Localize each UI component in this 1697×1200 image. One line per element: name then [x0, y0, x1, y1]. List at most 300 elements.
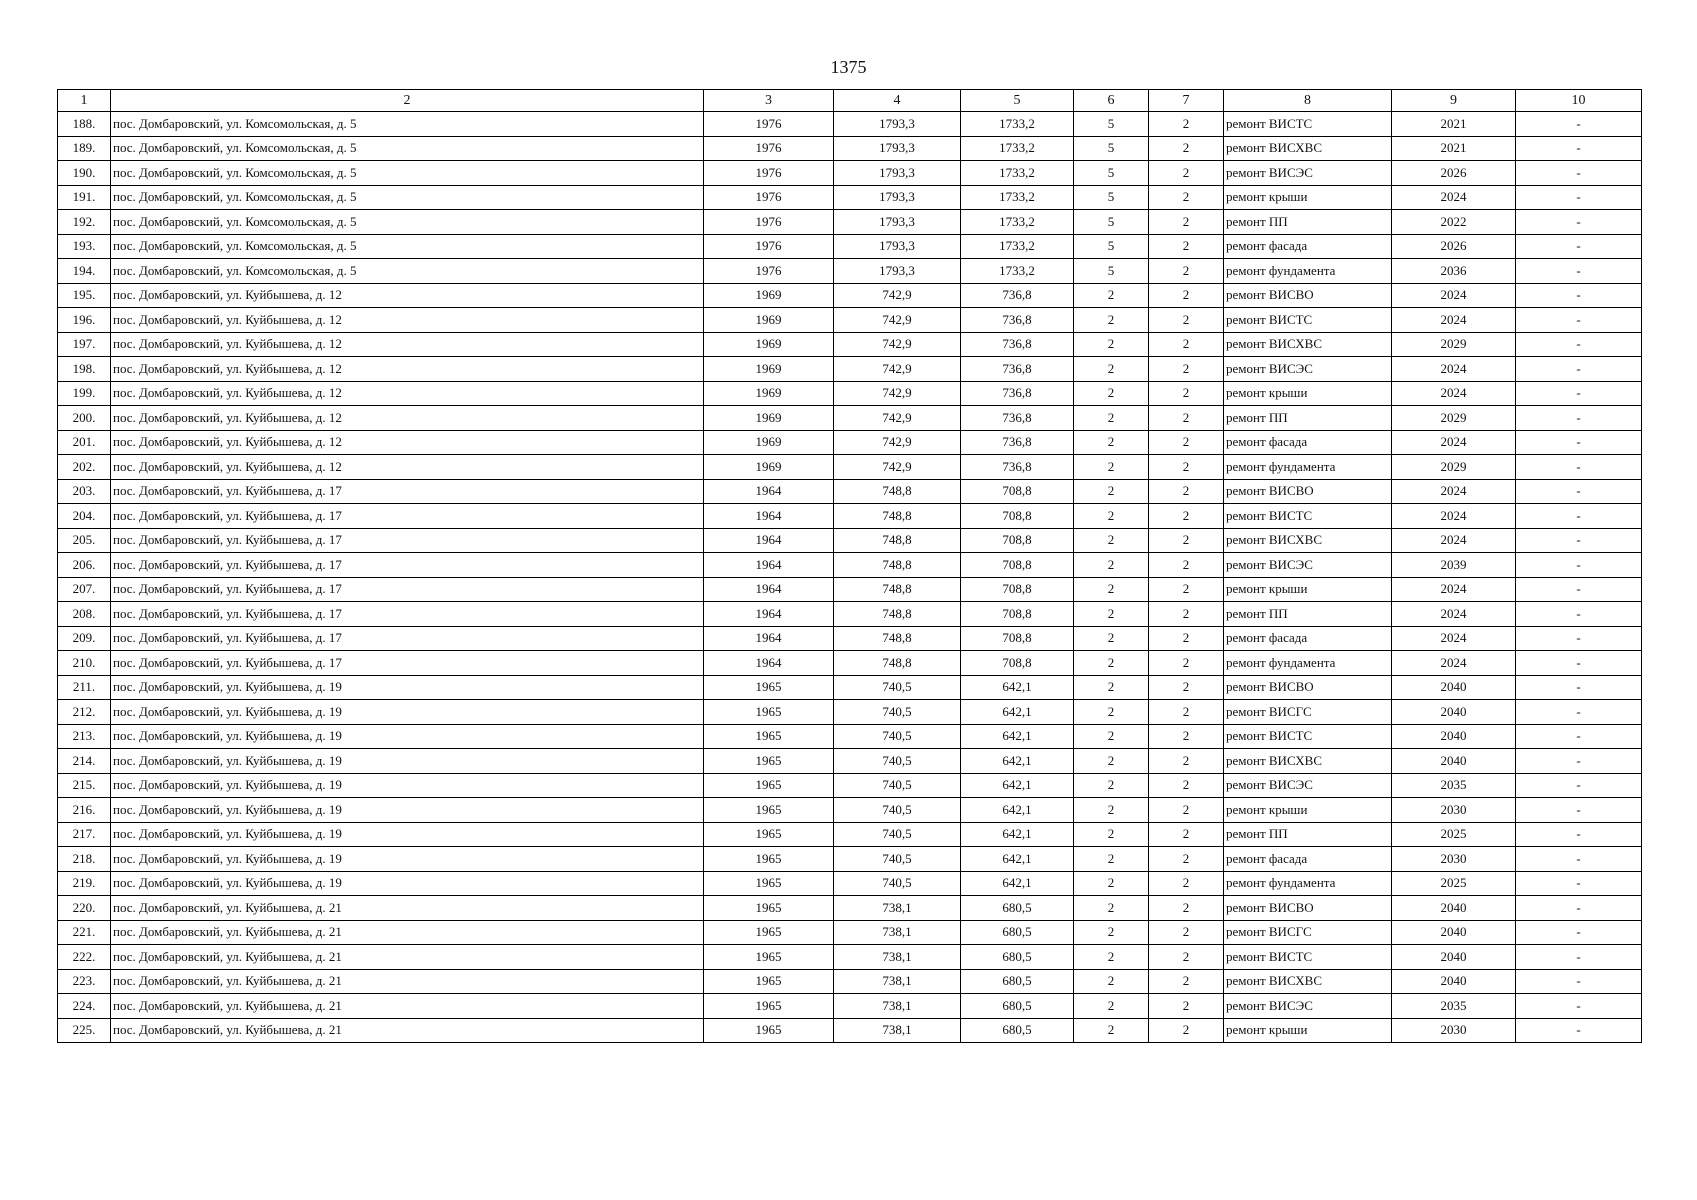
table-row: [58, 406, 1642, 431]
year-cell: 1976: [704, 161, 834, 186]
note-cell: -: [1516, 504, 1642, 529]
table-row: [58, 749, 1642, 774]
work-type-cell: ремонт ВИСХВС: [1224, 332, 1392, 357]
address-cell: пос. Домбаровский, ул. Комсомольская, д. 5: [111, 161, 704, 186]
address-cell: пос. Домбаровский, ул. Куйбышева, д. 19: [111, 700, 704, 725]
year-cell: 1965: [704, 871, 834, 896]
work-type-cell: ремонт ВИСТС: [1224, 945, 1392, 970]
year-cell: 1976: [704, 136, 834, 161]
row-number-cell: 220.: [58, 896, 111, 921]
table-row: [58, 357, 1642, 382]
address-cell: пос. Домбаровский, ул. Куйбышева, д. 21: [111, 945, 704, 970]
column-header: 4: [834, 90, 961, 112]
entrances-cell: 2: [1149, 308, 1224, 333]
floors-cell: 2: [1074, 822, 1149, 847]
total-area-cell: 740,5: [834, 724, 961, 749]
floors-cell: 2: [1074, 1018, 1149, 1043]
year-cell: 1965: [704, 675, 834, 700]
year-cell: 1976: [704, 185, 834, 210]
living-area-cell: 736,8: [961, 455, 1074, 480]
floors-cell: 2: [1074, 406, 1149, 431]
floors-cell: 2: [1074, 847, 1149, 872]
work-type-cell: ремонт ВИСХВС: [1224, 136, 1392, 161]
year-cell: 1969: [704, 357, 834, 382]
row-number-cell: 207.: [58, 577, 111, 602]
table-row: [58, 920, 1642, 945]
year-cell: 1969: [704, 406, 834, 431]
table-row: [58, 847, 1642, 872]
planned-year-cell: 2040: [1392, 749, 1516, 774]
planned-year-cell: 2024: [1392, 651, 1516, 676]
row-number-cell: 212.: [58, 700, 111, 725]
row-number-cell: 190.: [58, 161, 111, 186]
table-row: [58, 528, 1642, 553]
entrances-cell: 2: [1149, 847, 1224, 872]
table-row: [58, 675, 1642, 700]
work-type-cell: ремонт крыши: [1224, 798, 1392, 823]
address-cell: пос. Домбаровский, ул. Куйбышева, д. 19: [111, 822, 704, 847]
address-cell: пос. Домбаровский, ул. Куйбышева, д. 17: [111, 528, 704, 553]
row-number-cell: 217.: [58, 822, 111, 847]
entrances-cell: 2: [1149, 773, 1224, 798]
address-cell: пос. Домбаровский, ул. Куйбышева, д. 17: [111, 577, 704, 602]
year-cell: 1965: [704, 969, 834, 994]
total-area-cell: 748,8: [834, 602, 961, 627]
planned-year-cell: 2021: [1392, 112, 1516, 137]
row-number-cell: 205.: [58, 528, 111, 553]
floors-cell: 2: [1074, 700, 1149, 725]
table-row: [58, 234, 1642, 259]
year-cell: 1964: [704, 651, 834, 676]
row-number-cell: 213.: [58, 724, 111, 749]
planned-year-cell: 2024: [1392, 357, 1516, 382]
entrances-cell: 2: [1149, 626, 1224, 651]
floors-cell: 2: [1074, 749, 1149, 774]
work-type-cell: ремонт фундамента: [1224, 259, 1392, 284]
table-row: [58, 773, 1642, 798]
living-area-cell: 708,8: [961, 553, 1074, 578]
table-row: [58, 332, 1642, 357]
table-row: [58, 161, 1642, 186]
address-cell: пос. Домбаровский, ул. Куйбышева, д. 12: [111, 308, 704, 333]
floors-cell: 5: [1074, 185, 1149, 210]
row-number-cell: 200.: [58, 406, 111, 431]
year-cell: 1964: [704, 577, 834, 602]
work-type-cell: ремонт ВИСГС: [1224, 920, 1392, 945]
year-cell: 1969: [704, 308, 834, 333]
note-cell: -: [1516, 577, 1642, 602]
living-area-cell: 680,5: [961, 920, 1074, 945]
note-cell: -: [1516, 308, 1642, 333]
note-cell: -: [1516, 602, 1642, 627]
living-area-cell: 708,8: [961, 602, 1074, 627]
table-row: [58, 626, 1642, 651]
planned-year-cell: 2040: [1392, 969, 1516, 994]
entrances-cell: 2: [1149, 136, 1224, 161]
total-area-cell: 740,5: [834, 822, 961, 847]
year-cell: 1964: [704, 602, 834, 627]
year-cell: 1976: [704, 234, 834, 259]
row-number-cell: 210.: [58, 651, 111, 676]
note-cell: -: [1516, 479, 1642, 504]
planned-year-cell: 2040: [1392, 920, 1516, 945]
living-area-cell: 642,1: [961, 871, 1074, 896]
note-cell: -: [1516, 871, 1642, 896]
address-cell: пос. Домбаровский, ул. Куйбышева, д. 21: [111, 969, 704, 994]
address-cell: пос. Домбаровский, ул. Куйбышева, д. 12: [111, 357, 704, 382]
total-area-cell: 748,8: [834, 651, 961, 676]
floors-cell: 5: [1074, 210, 1149, 235]
year-cell: 1965: [704, 700, 834, 725]
note-cell: -: [1516, 283, 1642, 308]
living-area-cell: 708,8: [961, 504, 1074, 529]
year-cell: 1964: [704, 479, 834, 504]
address-cell: пос. Домбаровский, ул. Куйбышева, д. 12: [111, 430, 704, 455]
row-number-cell: 215.: [58, 773, 111, 798]
entrances-cell: 2: [1149, 185, 1224, 210]
living-area-cell: 1733,2: [961, 136, 1074, 161]
planned-year-cell: 2022: [1392, 210, 1516, 235]
note-cell: -: [1516, 210, 1642, 235]
note-cell: -: [1516, 406, 1642, 431]
work-type-cell: ремонт ВИСЭС: [1224, 773, 1392, 798]
note-cell: -: [1516, 700, 1642, 725]
planned-year-cell: 2024: [1392, 504, 1516, 529]
planned-year-cell: 2030: [1392, 798, 1516, 823]
planned-year-cell: 2025: [1392, 871, 1516, 896]
address-cell: пос. Домбаровский, ул. Комсомольская, д. 5: [111, 210, 704, 235]
note-cell: -: [1516, 259, 1642, 284]
work-type-cell: ремонт ВИСТС: [1224, 308, 1392, 333]
address-cell: пос. Домбаровский, ул. Куйбышева, д. 12: [111, 455, 704, 480]
planned-year-cell: 2040: [1392, 724, 1516, 749]
total-area-cell: 742,9: [834, 430, 961, 455]
total-area-cell: 1793,3: [834, 234, 961, 259]
entrances-cell: 2: [1149, 357, 1224, 382]
work-type-cell: ремонт ВИСТС: [1224, 724, 1392, 749]
total-area-cell: 1793,3: [834, 136, 961, 161]
note-cell: -: [1516, 161, 1642, 186]
year-cell: 1965: [704, 773, 834, 798]
living-area-cell: 642,1: [961, 822, 1074, 847]
floors-cell: 2: [1074, 896, 1149, 921]
living-area-cell: 642,1: [961, 675, 1074, 700]
entrances-cell: 2: [1149, 381, 1224, 406]
row-number-cell: 223.: [58, 969, 111, 994]
floors-cell: 2: [1074, 308, 1149, 333]
floors-cell: 2: [1074, 920, 1149, 945]
living-area-cell: 1733,2: [961, 185, 1074, 210]
total-area-cell: 740,5: [834, 675, 961, 700]
planned-year-cell: 2024: [1392, 430, 1516, 455]
total-area-cell: 748,8: [834, 504, 961, 529]
floors-cell: 2: [1074, 504, 1149, 529]
year-cell: 1969: [704, 430, 834, 455]
floors-cell: 2: [1074, 675, 1149, 700]
floors-cell: 5: [1074, 259, 1149, 284]
planned-year-cell: 2024: [1392, 528, 1516, 553]
table-row: [58, 724, 1642, 749]
table-row: [58, 283, 1642, 308]
note-cell: -: [1516, 528, 1642, 553]
repair-schedule-table: [57, 89, 1642, 1043]
total-area-cell: 1793,3: [834, 112, 961, 137]
floors-cell: 2: [1074, 651, 1149, 676]
total-area-cell: 740,5: [834, 847, 961, 872]
note-cell: -: [1516, 553, 1642, 578]
address-cell: пос. Домбаровский, ул. Куйбышева, д. 12: [111, 406, 704, 431]
note-cell: -: [1516, 357, 1642, 382]
address-cell: пос. Домбаровский, ул. Куйбышева, д. 19: [111, 871, 704, 896]
total-area-cell: 748,8: [834, 577, 961, 602]
work-type-cell: ремонт ВИСТС: [1224, 504, 1392, 529]
header-row: [58, 90, 1642, 112]
table-row: [58, 430, 1642, 455]
row-number-cell: 199.: [58, 381, 111, 406]
total-area-cell: 738,1: [834, 1018, 961, 1043]
column-header: 9: [1392, 90, 1516, 112]
work-type-cell: ремонт ВИСЭС: [1224, 161, 1392, 186]
address-cell: пос. Домбаровский, ул. Куйбышева, д. 17: [111, 553, 704, 578]
address-cell: пос. Домбаровский, ул. Куйбышева, д. 19: [111, 847, 704, 872]
floors-cell: 2: [1074, 871, 1149, 896]
total-area-cell: 742,9: [834, 283, 961, 308]
page-number: 1375: [830, 57, 867, 77]
row-number-cell: 197.: [58, 332, 111, 357]
planned-year-cell: 2024: [1392, 577, 1516, 602]
work-type-cell: ремонт ВИСЭС: [1224, 994, 1392, 1019]
total-area-cell: 742,9: [834, 381, 961, 406]
year-cell: 1965: [704, 1018, 834, 1043]
note-cell: -: [1516, 381, 1642, 406]
table-row: [58, 798, 1642, 823]
row-number-cell: 203.: [58, 479, 111, 504]
total-area-cell: 742,9: [834, 357, 961, 382]
table-row: [58, 1018, 1642, 1043]
year-cell: 1976: [704, 112, 834, 137]
living-area-cell: 1733,2: [961, 234, 1074, 259]
entrances-cell: 2: [1149, 871, 1224, 896]
work-type-cell: ремонт ПП: [1224, 210, 1392, 235]
table-row: [58, 945, 1642, 970]
note-cell: -: [1516, 920, 1642, 945]
living-area-cell: 736,8: [961, 430, 1074, 455]
year-cell: 1964: [704, 528, 834, 553]
table-row: [58, 969, 1642, 994]
row-number-cell: 222.: [58, 945, 111, 970]
table-row: [58, 136, 1642, 161]
year-cell: 1969: [704, 381, 834, 406]
work-type-cell: ремонт ВИСВО: [1224, 675, 1392, 700]
column-header: 6: [1074, 90, 1149, 112]
table-row: [58, 210, 1642, 235]
living-area-cell: 736,8: [961, 308, 1074, 333]
row-number-cell: 216.: [58, 798, 111, 823]
address-cell: пос. Домбаровский, ул. Куйбышева, д. 17: [111, 626, 704, 651]
living-area-cell: 736,8: [961, 332, 1074, 357]
floors-cell: 2: [1074, 577, 1149, 602]
planned-year-cell: 2040: [1392, 896, 1516, 921]
planned-year-cell: 2035: [1392, 994, 1516, 1019]
year-cell: 1964: [704, 504, 834, 529]
row-number-cell: 211.: [58, 675, 111, 700]
year-cell: 1965: [704, 822, 834, 847]
entrances-cell: 2: [1149, 651, 1224, 676]
total-area-cell: 738,1: [834, 994, 961, 1019]
address-cell: пос. Домбаровский, ул. Куйбышева, д. 17: [111, 602, 704, 627]
planned-year-cell: 2024: [1392, 381, 1516, 406]
work-type-cell: ремонт фундамента: [1224, 651, 1392, 676]
entrances-cell: 2: [1149, 602, 1224, 627]
address-cell: пос. Домбаровский, ул. Комсомольская, д. 5: [111, 185, 704, 210]
table-row: [58, 822, 1642, 847]
note-cell: -: [1516, 773, 1642, 798]
total-area-cell: 748,8: [834, 479, 961, 504]
living-area-cell: 1733,2: [961, 112, 1074, 137]
floors-cell: 2: [1074, 626, 1149, 651]
floors-cell: 2: [1074, 332, 1149, 357]
row-number-cell: 218.: [58, 847, 111, 872]
year-cell: 1964: [704, 553, 834, 578]
address-cell: пос. Домбаровский, ул. Куйбышева, д. 19: [111, 798, 704, 823]
address-cell: пос. Домбаровский, ул. Комсомольская, д. 5: [111, 112, 704, 137]
row-number-cell: 214.: [58, 749, 111, 774]
row-number-cell: 219.: [58, 871, 111, 896]
floors-cell: 2: [1074, 430, 1149, 455]
planned-year-cell: 2040: [1392, 675, 1516, 700]
floors-cell: 2: [1074, 724, 1149, 749]
living-area-cell: 642,1: [961, 749, 1074, 774]
work-type-cell: ремонт крыши: [1224, 185, 1392, 210]
planned-year-cell: 2024: [1392, 185, 1516, 210]
work-type-cell: ремонт крыши: [1224, 381, 1392, 406]
work-type-cell: ремонт ВИСГС: [1224, 700, 1392, 725]
planned-year-cell: 2026: [1392, 161, 1516, 186]
note-cell: -: [1516, 185, 1642, 210]
address-cell: пос. Домбаровский, ул. Куйбышева, д. 12: [111, 381, 704, 406]
row-number-cell: 201.: [58, 430, 111, 455]
floors-cell: 2: [1074, 798, 1149, 823]
year-cell: 1965: [704, 724, 834, 749]
address-cell: пос. Домбаровский, ул. Куйбышева, д. 12: [111, 283, 704, 308]
table-body: [58, 112, 1642, 1043]
address-cell: пос. Домбаровский, ул. Куйбышева, д. 19: [111, 773, 704, 798]
year-cell: 1965: [704, 749, 834, 774]
row-number-cell: 221.: [58, 920, 111, 945]
work-type-cell: ремонт ВИСВО: [1224, 283, 1392, 308]
note-cell: -: [1516, 724, 1642, 749]
living-area-cell: 642,1: [961, 798, 1074, 823]
living-area-cell: 642,1: [961, 724, 1074, 749]
note-cell: -: [1516, 1018, 1642, 1043]
note-cell: -: [1516, 994, 1642, 1019]
living-area-cell: 642,1: [961, 847, 1074, 872]
address-cell: пос. Домбаровский, ул. Комсомольская, д. 5: [111, 259, 704, 284]
note-cell: -: [1516, 822, 1642, 847]
entrances-cell: 2: [1149, 724, 1224, 749]
floors-cell: 2: [1074, 479, 1149, 504]
total-area-cell: 738,1: [834, 896, 961, 921]
year-cell: 1976: [704, 210, 834, 235]
entrances-cell: 2: [1149, 969, 1224, 994]
year-cell: 1965: [704, 920, 834, 945]
work-type-cell: ремонт ВИСТС: [1224, 112, 1392, 137]
planned-year-cell: 2029: [1392, 455, 1516, 480]
entrances-cell: 2: [1149, 994, 1224, 1019]
work-type-cell: ремонт ВИСЭС: [1224, 553, 1392, 578]
entrances-cell: 2: [1149, 920, 1224, 945]
total-area-cell: 1793,3: [834, 161, 961, 186]
entrances-cell: 2: [1149, 945, 1224, 970]
work-type-cell: ремонт ВИСХВС: [1224, 749, 1392, 774]
year-cell: 1965: [704, 847, 834, 872]
floors-cell: 2: [1074, 945, 1149, 970]
table-row: [58, 700, 1642, 725]
entrances-cell: 2: [1149, 455, 1224, 480]
entrances-cell: 2: [1149, 283, 1224, 308]
table-row: [58, 602, 1642, 627]
total-area-cell: 738,1: [834, 969, 961, 994]
table-row: [58, 479, 1642, 504]
note-cell: -: [1516, 798, 1642, 823]
entrances-cell: 2: [1149, 479, 1224, 504]
table-row: [58, 112, 1642, 137]
total-area-cell: 740,5: [834, 700, 961, 725]
total-area-cell: 1793,3: [834, 259, 961, 284]
entrances-cell: 2: [1149, 577, 1224, 602]
living-area-cell: 680,5: [961, 969, 1074, 994]
total-area-cell: 748,8: [834, 528, 961, 553]
floors-cell: 2: [1074, 969, 1149, 994]
work-type-cell: ремонт ВИСВО: [1224, 479, 1392, 504]
table-row: [58, 896, 1642, 921]
floors-cell: 5: [1074, 112, 1149, 137]
entrances-cell: 2: [1149, 234, 1224, 259]
floors-cell: 5: [1074, 136, 1149, 161]
work-type-cell: ремонт фасада: [1224, 626, 1392, 651]
work-type-cell: ремонт крыши: [1224, 577, 1392, 602]
floors-cell: 2: [1074, 357, 1149, 382]
column-header: 3: [704, 90, 834, 112]
living-area-cell: 708,8: [961, 528, 1074, 553]
living-area-cell: 680,5: [961, 1018, 1074, 1043]
table-row: [58, 381, 1642, 406]
living-area-cell: 736,8: [961, 283, 1074, 308]
row-number-cell: 208.: [58, 602, 111, 627]
column-header: 5: [961, 90, 1074, 112]
living-area-cell: 708,8: [961, 651, 1074, 676]
floors-cell: 2: [1074, 381, 1149, 406]
living-area-cell: 1733,2: [961, 161, 1074, 186]
table-row: [58, 994, 1642, 1019]
living-area-cell: 736,8: [961, 381, 1074, 406]
work-type-cell: ремонт ВИСЭС: [1224, 357, 1392, 382]
address-cell: пос. Домбаровский, ул. Куйбышева, д. 17: [111, 504, 704, 529]
address-cell: пос. Домбаровский, ул. Куйбышева, д. 19: [111, 675, 704, 700]
total-area-cell: 748,8: [834, 553, 961, 578]
entrances-cell: 2: [1149, 822, 1224, 847]
row-number-cell: 224.: [58, 994, 111, 1019]
planned-year-cell: 2024: [1392, 283, 1516, 308]
total-area-cell: 740,5: [834, 798, 961, 823]
row-number-cell: 193.: [58, 234, 111, 259]
planned-year-cell: 2039: [1392, 553, 1516, 578]
planned-year-cell: 2030: [1392, 1018, 1516, 1043]
note-cell: -: [1516, 651, 1642, 676]
planned-year-cell: 2026: [1392, 234, 1516, 259]
work-type-cell: ремонт ВИСХВС: [1224, 528, 1392, 553]
planned-year-cell: 2024: [1392, 602, 1516, 627]
